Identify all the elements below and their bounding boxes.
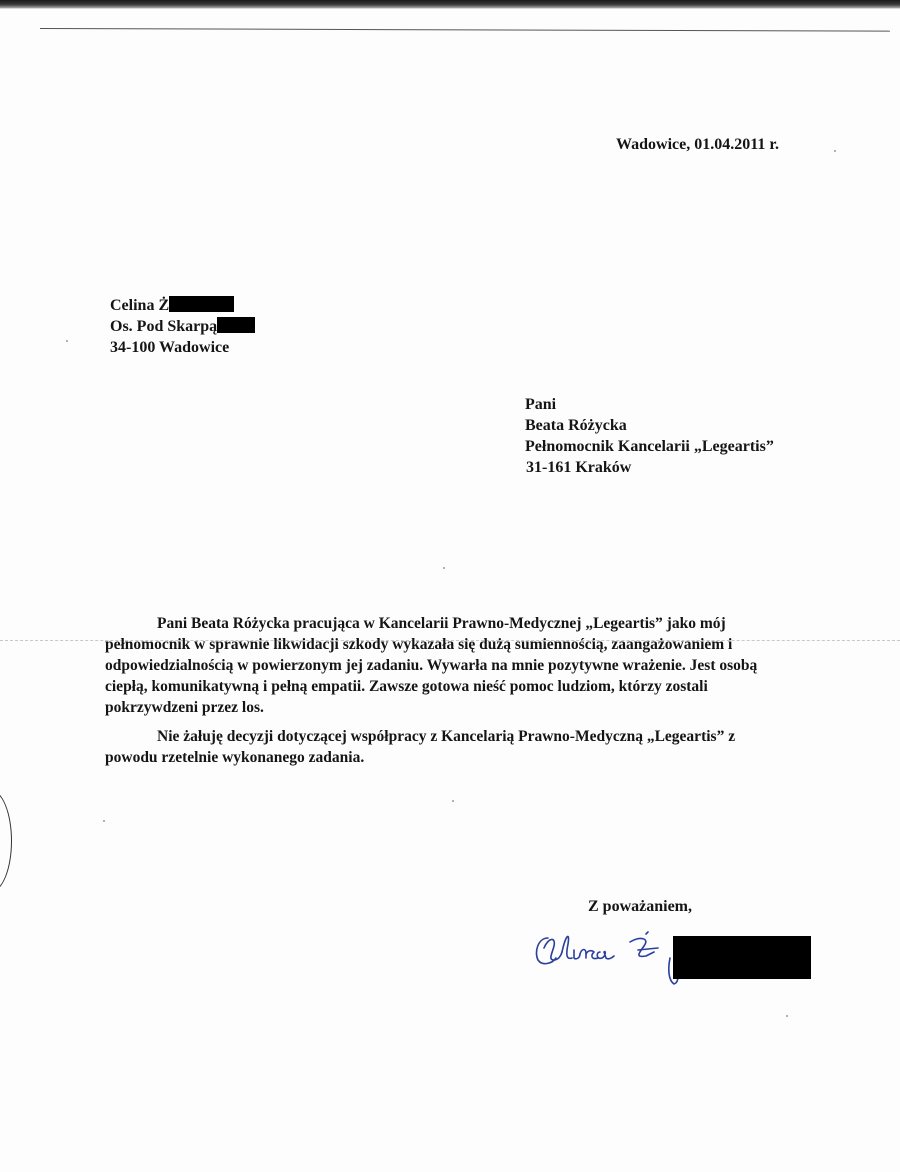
paragraph-line: pełnomocnik w sprawnie likwidacji szkody wykazała się dużą sumiennością, zaangażowaniem i	[105, 636, 733, 653]
date-line: Wadowice, 01.04.2011 r.	[616, 136, 779, 153]
recipient-position: Pełnomocnik Kancelarii „Legeartis”	[525, 438, 774, 455]
scan-margin-curve	[0, 790, 12, 892]
paragraph-line: odpowiedzialnością w powierzonym jej zadaniu. Wywarła na mnie pozytywne wrażenie. Jest osobą	[105, 657, 758, 674]
top-rule-line	[40, 28, 890, 32]
sender-city: 34-100 Wadowice	[110, 339, 230, 356]
paragraph-line: powodu rzetelnie wykonanego zadania.	[105, 749, 365, 766]
sender-street: Os. Pod Skarpą	[110, 318, 218, 335]
body-paragraph-1	[105, 613, 757, 718]
paragraph-line: Pani Beata Różycka pracująca w Kancelarii Prawno-Medycznej „Legeartis” jako mój	[157, 615, 726, 632]
scan-top-edge	[0, 0, 900, 9]
handwritten-signature	[530, 922, 820, 998]
closing-line: Z poważaniem,	[588, 898, 692, 915]
paragraph-line: Nie żałuję decyzji dotyczącej współpracy z Kancelarią Prawno-Medyczną „Legeartis” z	[157, 728, 736, 745]
body-paragraph-2	[105, 726, 735, 768]
sender-address	[110, 295, 255, 358]
recipient-name: Beata Różycka	[525, 417, 627, 434]
sender-name: Celina Ż	[110, 297, 170, 314]
redaction-block	[217, 317, 255, 333]
signature-redaction	[673, 936, 811, 979]
sender-name-line	[110, 295, 255, 316]
redaction-block	[169, 296, 234, 312]
paragraph-line: pokrzywdzeni przez los.	[105, 699, 264, 716]
recipient-city: 31-161 Kraków	[526, 459, 632, 476]
recipient-address	[525, 394, 774, 478]
sender-street-line	[110, 316, 255, 337]
paragraph-line: ciepłą, komunikatywną i pełną empatii. Zawsze gotowa nieść pomoc ludziom, którzy zostali	[105, 678, 708, 695]
recipient-salutation: Pani	[525, 396, 557, 413]
